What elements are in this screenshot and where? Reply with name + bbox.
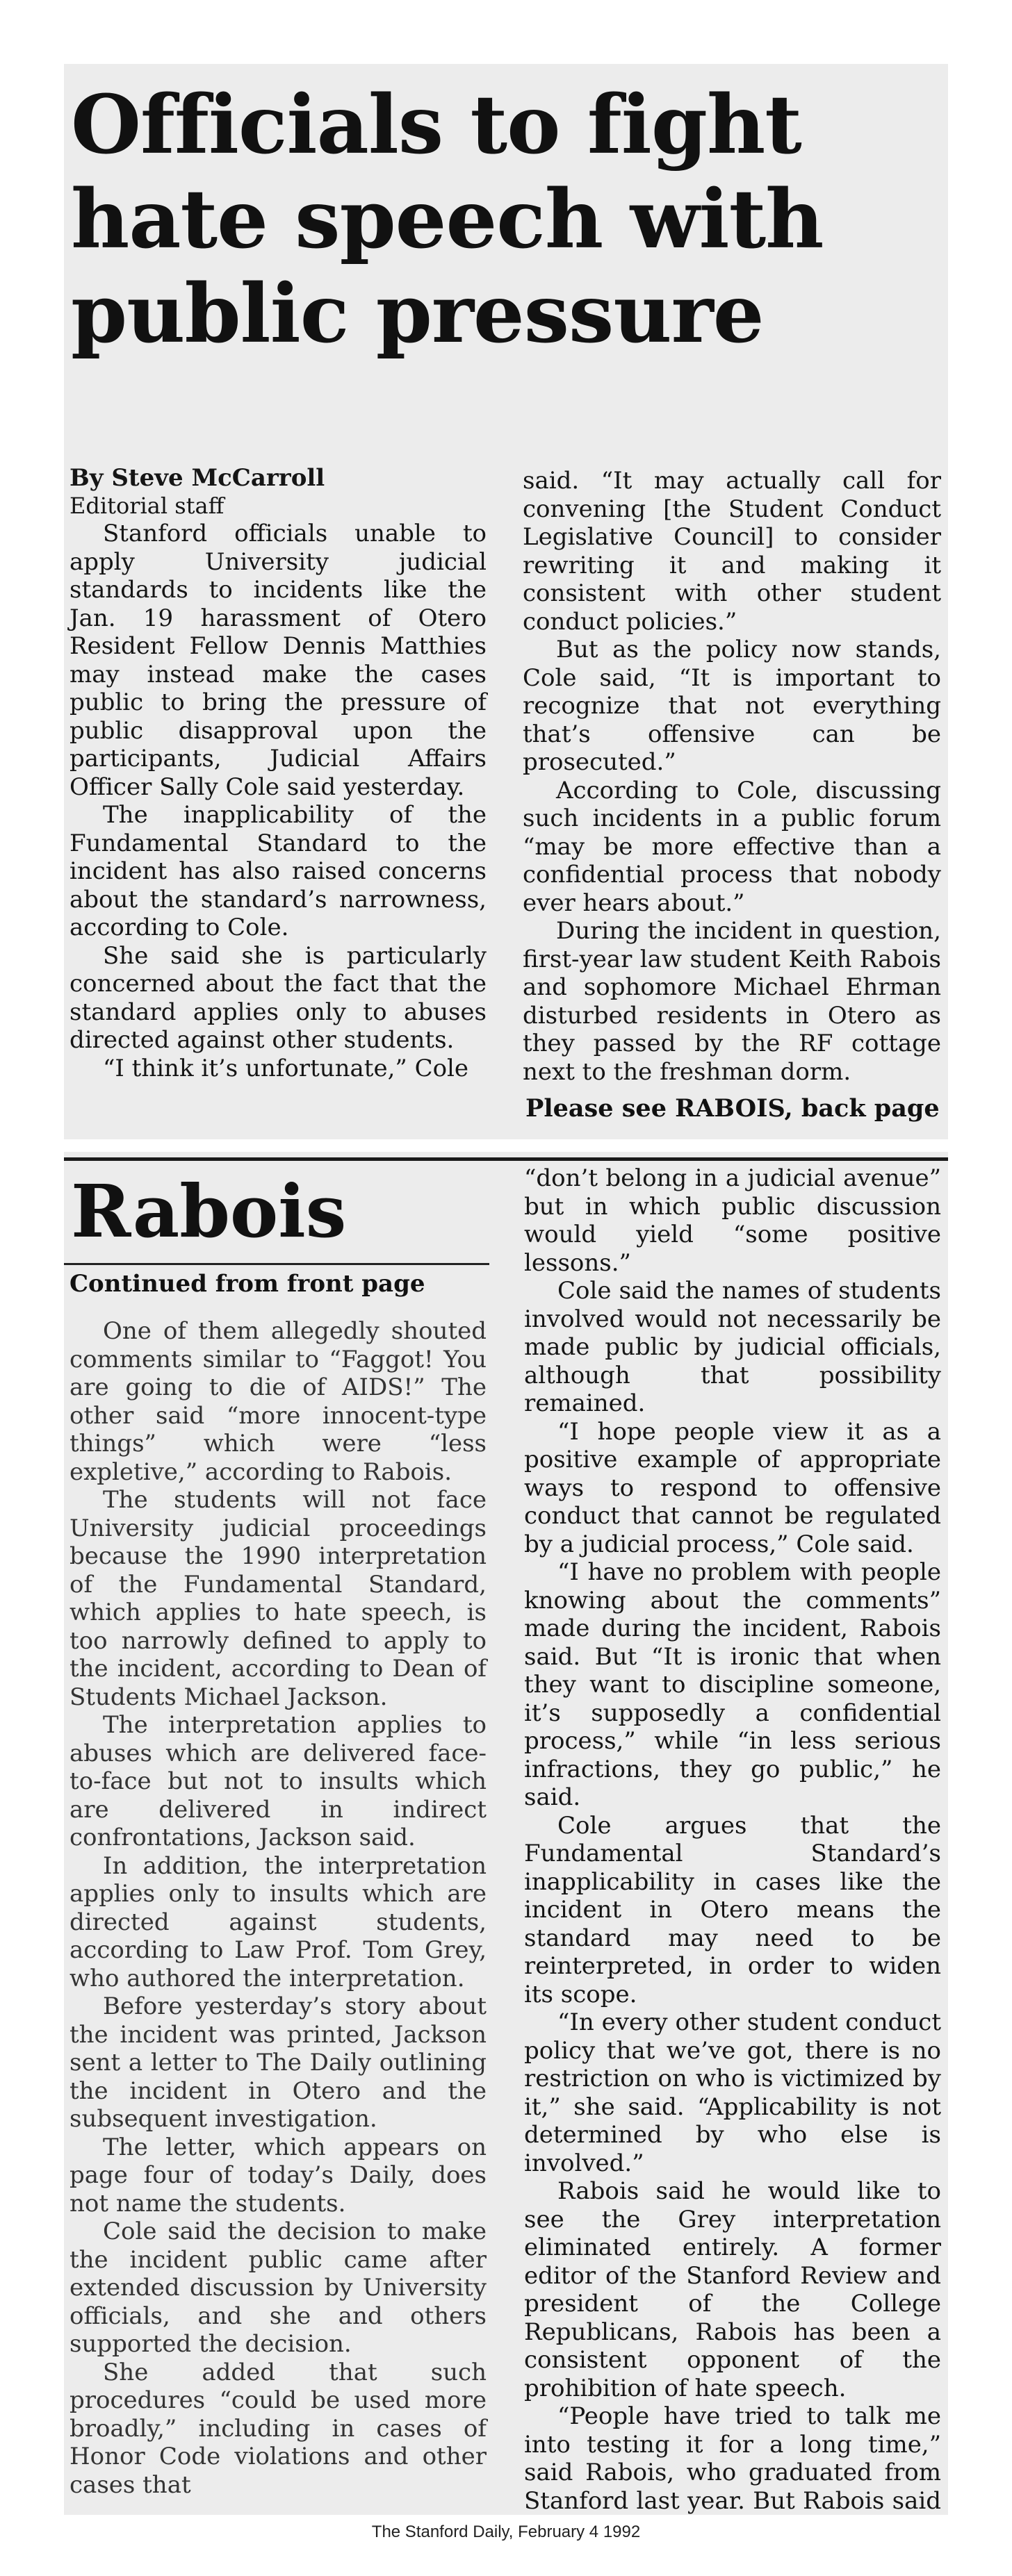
article-paragraph: Rabois said he would like to see the Grey interpretation eliminated entirely. A former editor of the Stanford Review and president of the College Republicans, Rabois has been a consistent opponent of the prohibition of hate speech. — [524, 2177, 941, 2402]
article-paragraph: She added that such procedures “could be used more broadly,” including in cases of Honor Code violations and other cases that — [70, 2358, 487, 2499]
article-column-right — [523, 467, 941, 1086]
article-paragraph: According to Cole, discussing such incidents in a public forum “may be more effective than a confidential process that nobody ever hears about.” — [523, 776, 941, 917]
front-page-clipping — [64, 64, 948, 1139]
article-paragraph: “I think it’s unfortunate,” Cole — [103, 1054, 469, 1082]
article-paragraph: “I have no problem with people knowing about the comments” made during the incident, Rabois said. But “It is ironic that when they want to discipline someone, it’s supposedly a confidential process,” while “in less serious infractions, they go public,” he said. — [524, 1558, 941, 1811]
article-paragraph: But as the policy now stands, Cole said, “It is important to recognize that not everything that’s offensive can be prosecuted.” — [523, 636, 941, 776]
article-paragraph: The students will not face University judicial proceedings because the 1990 interpretation of the Fundamental Standard, which applies to hate speech, is too narrowly defined to apply to the incident, according to Dean of Students Michael Jackson. — [70, 1486, 487, 1711]
jump-column-right — [524, 1164, 941, 2515]
article-paragraph: “I hope people view it as a positive example of appropriate ways to respond to offensive conduct that cannot be regulated by a judicial process,” Cole said. — [524, 1417, 941, 1558]
article-paragraph: “People have tried to talk me into testing it for a long time,” said Rabois, who graduated from Stanford last year. But Rabois said — [524, 2402, 941, 2515]
article-paragraph: In addition, the interpretation applies only to insults which are directed against students, according to Law Prof. Tom Grey, who authored the interpretation. — [70, 1851, 487, 1992]
article-paragraph: The letter, which appears on page four of today’s Daily, does not name the students. — [70, 2133, 487, 2218]
byline: By Steve McCarroll — [70, 464, 325, 492]
article-paragraph: The inapplicability of the Fundamental Standard to the incident has also raised concerns about the standard’s narrowness, according to Cole. — [70, 801, 487, 941]
article-paragraph: Before yesterday’s story about the incident was printed, Jackson sent a letter to The Daily outlining the incident in Otero and the subsequent investigation. — [70, 1992, 487, 2133]
article-paragraph: During the incident in question, first-year law student Keith Rabois and sophomore Michael Ehrman disturbed residents in Otero as they passed by the RF cottage next to the freshman dorm. — [523, 917, 941, 1086]
article-paragraph: Cole said the names of students involved would not necessarily be made public by judicial officials, although that possibility remained. — [524, 1277, 941, 1417]
jump-divider — [64, 1263, 489, 1265]
back-page-clipping — [64, 1152, 948, 2515]
article-paragraph: The interpretation applies to abuses which are delivered face-to-face but not to insults which are delivered in indirect confrontations, Jackson said. — [70, 1711, 487, 1851]
article-paragraph: Cole argues that the Fundamental Standard’s inapplicability in cases like the incident in Otero means the standard may need to be reinterpreted, in order to widen its scope. — [524, 1811, 941, 2008]
continued-label: Continued from front page — [70, 1270, 425, 1298]
article-paragraph: She said she is particularly concerned about the fact that the standard applies only to abuses directed against other students. — [70, 941, 487, 1054]
article-paragraph: “don’t belong in a judicial avenue” but in which public discussion would yield “some positive lessons.” — [524, 1164, 941, 1277]
jump-headline: Rabois — [71, 1169, 347, 1254]
article-headline: Officials to fight hate speech with public pressure — [71, 78, 824, 361]
article-paragraph: One of them allegedly shouted comments similar to “Faggot! You are going to die of AIDS!” The other said “more innocent-type things” which were “less expletive,” according to Rabois. — [70, 1317, 487, 1486]
continuation-note: Please see RABOIS, back page — [525, 1094, 940, 1123]
article-column-left — [70, 464, 487, 1082]
article-paragraph: Stanford officials unable to apply University judicial standards to incidents like the Jan. 19 harassment of Otero Resident Fellow Dennis Matthies may instead make the cases public to bring the pressure of public disapproval upon the participants, Judicial Affairs Officer Sally Cole said yesterday. — [70, 520, 487, 801]
top-rule — [64, 1157, 948, 1161]
article-paragraph: “In every other student conduct policy that we’ve got, there is no restriction on who is victimized by it,” she said. “Applicability is not determined by who else is involved.” — [524, 2008, 941, 2177]
article-paragraph: said. “It may actually call for convening [the Student Conduct Legislative Council] to consider rewriting it and making it consistent with other student conduct policies.” — [523, 467, 941, 636]
jump-column-left — [70, 1317, 487, 2499]
byline-role: Editorial staff — [70, 493, 225, 519]
article-paragraph: Cole said the decision to make the incident public came after extended discussion by University officials, and she and others supported the decision. — [70, 2218, 487, 2358]
source-caption: The Stanford Daily, February 4 1992 — [371, 2523, 641, 2541]
